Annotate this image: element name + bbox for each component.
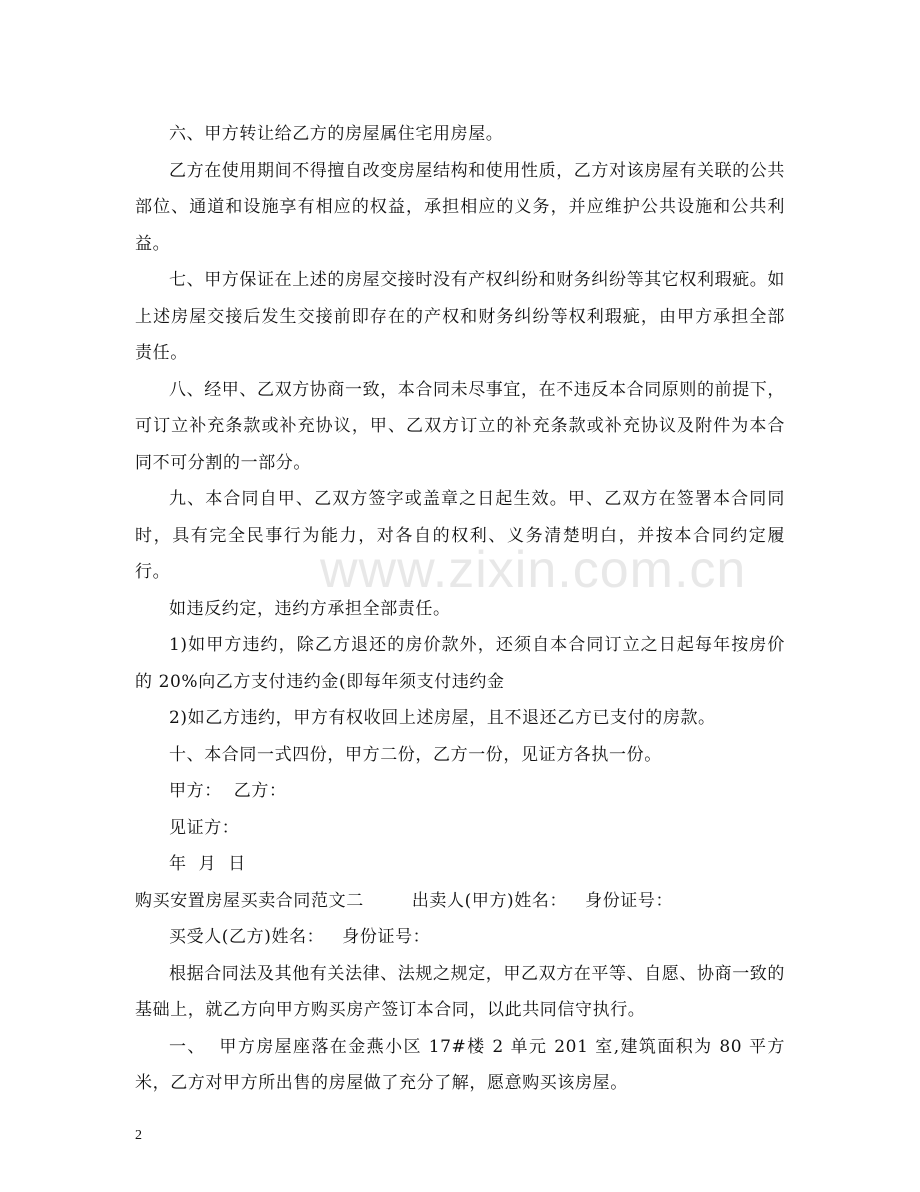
paragraph-breach-party-b: 2)如乙方违约，甲方有权收回上述房屋，且不退还乙方已支付的房款。 bbox=[169, 708, 716, 728]
paragraph-breach: 如违反约定，违约方承担全部责任。 bbox=[169, 598, 451, 619]
paragraph-preamble: 根据合同法及其他有关法律、法规之规定，甲乙双方在平等、自愿、协商一致的基础上，就乙方向甲方购买房产签订本合同，以此共同信守执行。 bbox=[135, 963, 785, 1020]
watermark: www.zixin.com.cn bbox=[320, 541, 747, 599]
page-number: 2 bbox=[135, 1128, 142, 1143]
paragraph-clause-6: 六、甲方转让给乙方的房屋属住宅用房屋。 bbox=[169, 124, 504, 144]
signature-date: 年 月 日 bbox=[169, 854, 246, 874]
paragraph-clause-9: 九、本合同自甲、乙双方签字或盖章之日起生效。甲、乙双方在签署本合同同时，具有完全民事行为能力，对各自的权利、义务清楚明白，并按本合同约定履行。 bbox=[135, 489, 785, 582]
paragraph-clause-6-detail: 乙方在使用期间不得擅自改变房屋结构和使用性质，乙方对该房屋有关联的公共部位、通道和设施享有相应的权益，承担相应的义务，并应维护公共设施和公共利益。 bbox=[135, 160, 785, 254]
signature-witness: 见证方： bbox=[169, 817, 240, 838]
paragraph-breach-party-a: 1)如甲方违约，除乙方退还的房价款外，还须自本合同订立之日起每年按房价的 20%向乙方支付违约金(即每年须支付违约金 bbox=[135, 635, 785, 692]
paragraph-clause-1: 一、 甲方房屋座落在金燕小区 17#楼 2 单元 201 室,建筑面积为 80 平方米，乙方对甲方所出售的房屋做了充分了解，愿意购买该房屋。 bbox=[135, 1036, 785, 1093]
signature-parties: 甲方： 乙方： bbox=[169, 781, 287, 801]
buyer-line: 买受人(乙方)姓名： 身份证号： bbox=[169, 927, 431, 947]
paragraph-clause-10: 十、本合同一式四份，甲方二份，乙方一份，见证方各执一份。 bbox=[169, 744, 662, 765]
paragraph-clause-7: 七、甲方保证在上述的房屋交接时没有产权纠纷和财务纠纷等其它权利瑕疵。如上述房屋交接后发生交接前即存在的产权和财务纠纷等权利瑕疵，由甲方承担全部责任。 bbox=[135, 270, 785, 363]
document-body bbox=[135, 116, 785, 1102]
paragraph-clause-8: 八、经甲、乙双方协商一致，本合同未尽事宜，在不违反本合同原则的前提下，可订立补充条款或补充协议，甲、乙双方订立的补充条款或补充协议及附件为本合同不可分割的一部分。 bbox=[135, 379, 785, 473]
section-title-seller: 购买安置房屋买卖合同范文二 出卖人(甲方)姓名： 身份证号： bbox=[135, 890, 674, 911]
